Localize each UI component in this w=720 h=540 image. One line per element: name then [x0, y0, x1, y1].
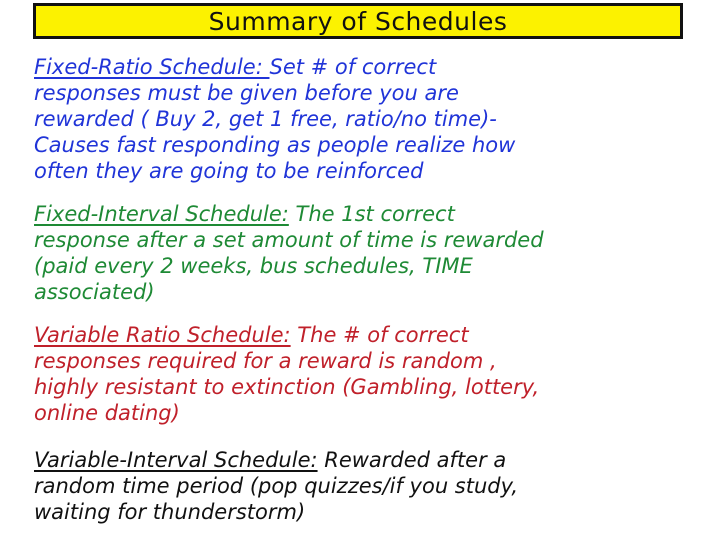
variable-interval-term: Variable-Interval Schedule:: [34, 448, 318, 472]
fixed-interval-text-4: associated): [34, 280, 155, 304]
fixed-ratio-first-line: [34, 54, 714, 80]
fixed-interval-first-line: [34, 201, 714, 227]
fixed-interval-text-3: (paid every 2 weeks, bus schedules, TIME: [34, 254, 473, 278]
variable-ratio-text-1: The # of correct: [290, 323, 469, 347]
fixed-ratio-text-5: often they are going to be reinforced: [34, 159, 424, 183]
fixed-ratio-text-1: Set # of correct: [269, 55, 437, 79]
variable-ratio-text-2: responses required for a reward is random ,: [34, 349, 497, 373]
fixed-interval-term: Fixed-Interval Schedule:: [34, 202, 289, 226]
fixed-ratio-text-4: Causes fast responding as people realize how: [34, 133, 516, 157]
fixed-interval-section: [34, 201, 714, 305]
fixed-ratio-section: [34, 54, 714, 184]
variable-ratio-section: [34, 322, 714, 426]
variable-interval-text-2: random time period (pop quizzes/if you study,: [34, 474, 519, 498]
fixed-ratio-text-2: responses must be given before you are: [34, 81, 459, 105]
fixed-ratio-text-3: rewarded ( Buy 2, get 1 free, ratio/no time)-: [34, 107, 497, 131]
variable-interval-text-3: waiting for thunderstorm): [34, 500, 306, 524]
slide-title: Summary of Schedules: [208, 6, 508, 36]
variable-interval-text-1: Rewarded after a: [317, 448, 507, 472]
fixed-interval-text-2: response after a set amount of time is rewarded: [34, 228, 544, 252]
fixed-ratio-term: Fixed-Ratio Schedule:: [34, 55, 270, 79]
variable-ratio-term: Variable Ratio Schedule:: [34, 323, 291, 347]
variable-interval-section: [34, 447, 714, 525]
fixed-interval-text-1: The 1st correct: [288, 202, 455, 226]
variable-interval-first-line: [34, 447, 714, 473]
slide-title-box: [33, 3, 683, 39]
variable-ratio-text-4: online dating): [34, 401, 180, 425]
variable-ratio-text-3: highly resistant to extinction (Gambling, lottery,: [34, 375, 540, 399]
variable-ratio-first-line: [34, 322, 714, 348]
